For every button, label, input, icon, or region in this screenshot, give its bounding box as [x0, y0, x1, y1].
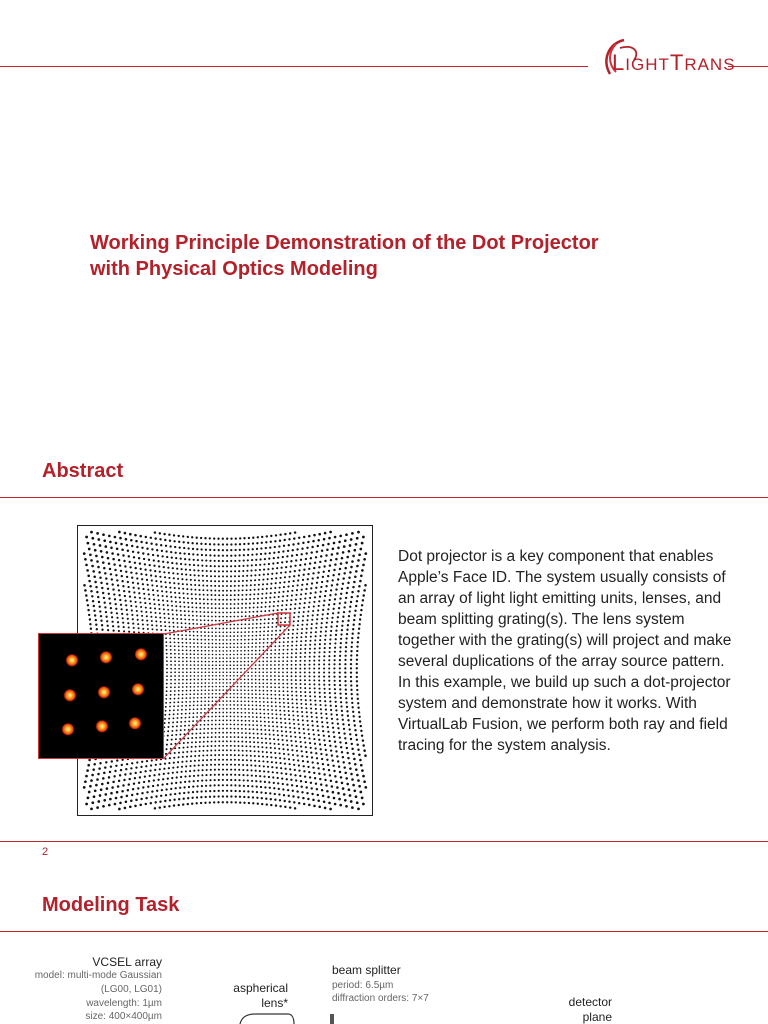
beam-splitter-plate	[330, 1014, 334, 1024]
beam-splitter-period: period: 6.5µm	[332, 980, 394, 991]
detector-label-1: detector	[568, 995, 612, 1009]
abstract-text: Dot projector is a key component that enables Apple’s Face ID. The system usually consists of an array of light light emitting units, lenses, and beam splitting grating(s). The lens system together with the grating(s) will project and make several duplications of the array source pattern. In this example, we build up such a dot-projector system and demonstrate how it works. With VirtualLab Fusion, we perform both ray and field tracing for the system analysis.	[398, 548, 732, 754]
dot-zoom-inset	[38, 633, 164, 759]
page-number: 2	[42, 846, 49, 858]
abstract-heading: Abstract	[42, 460, 124, 482]
vcsel-title: VCSEL array	[92, 955, 162, 969]
modeling-task-heading: Modeling Task	[42, 894, 180, 916]
title-line-2: with Physical Optics Modeling	[90, 258, 378, 280]
beam-splitter-orders: diffraction orders: 7×7	[332, 993, 429, 1004]
lens-label-2: lens*	[261, 996, 288, 1010]
detector-label-2: plane	[582, 1010, 612, 1024]
lens-label-1: aspherical	[233, 981, 288, 995]
lens-shape	[238, 1012, 298, 1024]
dot-zoom-image	[39, 634, 162, 757]
beam-splitter-title: beam splitter	[332, 963, 401, 977]
vcsel-modes: (LG00, LG01)	[100, 984, 162, 995]
title-line-1: Working Principle Demonstration of the Dot Projector	[90, 232, 599, 254]
vcsel-model: model: multi-mode Gaussian	[34, 970, 162, 981]
modeling-rule	[0, 931, 768, 932]
logo-wordmark: LIGHTTRANS	[612, 50, 736, 75]
vcsel-size: size: 400×400µm	[85, 1011, 162, 1022]
page-divider	[0, 841, 768, 842]
vcsel-wavelength: wavelength: 1µm	[86, 998, 162, 1009]
